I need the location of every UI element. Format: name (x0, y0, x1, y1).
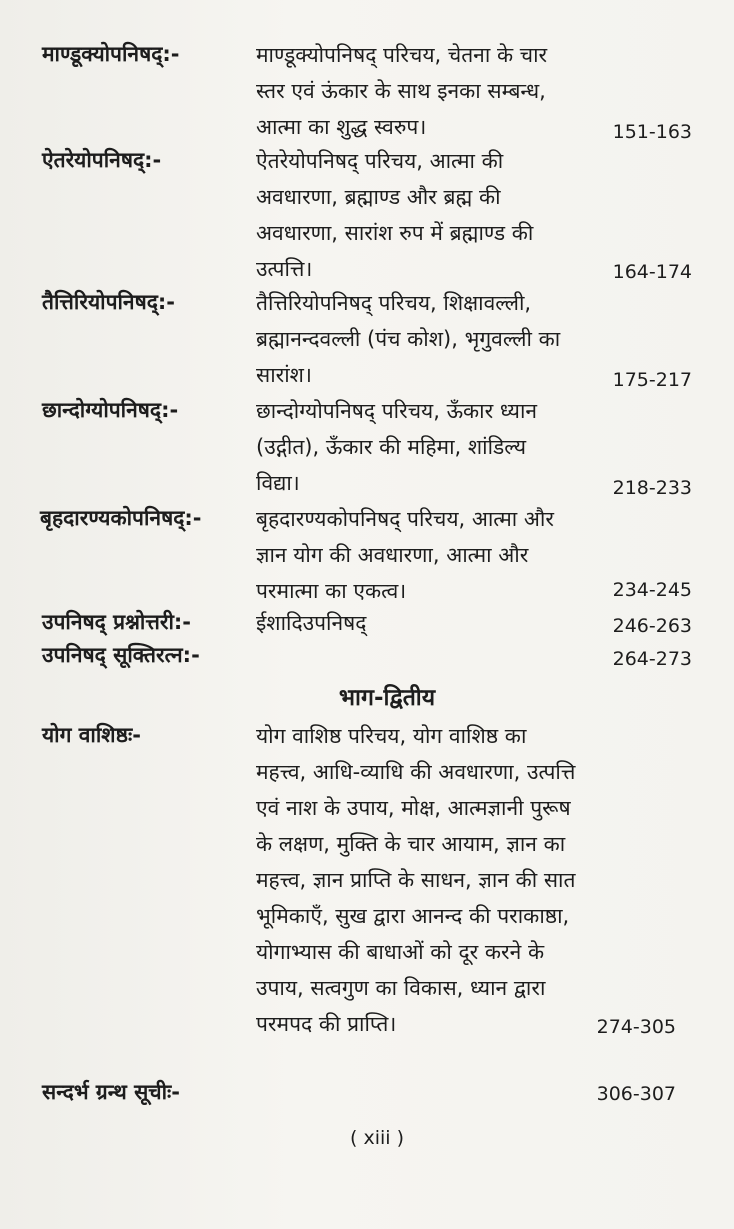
page-number: ( xiii ) (350, 1127, 404, 1149)
description-line: एवं नाश के उपाय, मोक्ष, आत्मज्ञानी पुरूष (256, 796, 571, 820)
page-range: 246-263 (612, 615, 692, 637)
entry-heading: ऐतरेयोपनिषद्:- (42, 148, 162, 172)
description-line: विद्या। (256, 471, 300, 495)
page-range: 218-233 (612, 477, 692, 499)
description-line: छान्दोग्योपनिषद् परिचय, ऊँकार ध्यान (256, 399, 538, 423)
description-line: अवधारणा, सारांश रुप में ब्रह्माण्ड की (256, 221, 534, 245)
description-line: योग वाशिष्ठ परिचय, योग वाशिष्ठ का (256, 724, 527, 748)
description-line: तैत्तिरियोपनिषद् परिचय, शिक्षावल्ली, (256, 291, 532, 315)
entry-heading: बृहदारण्यकोपनिषद्:- (40, 506, 202, 530)
description-line: ईशादिउपनिषद् (256, 611, 367, 635)
description-line: परमात्मा का एकत्व। (256, 579, 407, 603)
entry-description (256, 143, 596, 287)
page-range: 274-305 (596, 1016, 676, 1038)
description-line: सारांश। (256, 363, 312, 387)
description-line: बृहदारण्यकोपनिषद् परिचय, आत्मा और (256, 507, 554, 531)
description-line: माण्डूक्योपनिषद् परिचय, चेतना के चार (256, 43, 548, 67)
page-range: 264-273 (612, 648, 692, 670)
entry-heading: तैत्तिरियोपनिषद्:- (42, 290, 175, 314)
entry-heading: माण्डूक्योपनिषद्:- (42, 42, 180, 66)
page-range: 306-307 (596, 1083, 676, 1105)
page-range: 175-217 (612, 369, 692, 391)
page-range: 151-163 (612, 121, 692, 143)
entry-heading: छान्दोग्योपनिषद्:- (42, 398, 179, 422)
description-line: स्तर एवं ऊंकार के साथ इनका सम्बन्ध, (256, 79, 546, 103)
description-line: ज्ञान योग की अवधारणा, आत्मा और (256, 543, 529, 567)
description-line: के लक्षण, मुक्ति के चार आयाम, ज्ञान का (256, 832, 566, 856)
description-line: ऐतरेयोपनिषद् परिचय, आत्मा की (256, 149, 504, 173)
entry-description (256, 605, 596, 641)
entry-heading: योग वाशिष्ठः- (42, 723, 141, 747)
description-line: महत्त्व, आधि-व्याधि की अवधारणा, उत्पत्ति (256, 760, 576, 784)
entry-heading: सन्दर्भ ग्रन्थ सूचीः- (42, 1080, 181, 1104)
entry-description (256, 285, 596, 393)
description-line: आत्मा का शुद्ध स्वरुप। (256, 115, 427, 139)
description-line: (उद्गीत), ऊँकार की महिमा, शांडिल्य (256, 435, 527, 459)
description-line: भूमिकाएँ, सुख द्वारा आनन्द की पराकाष्ठा, (256, 904, 570, 928)
description-line: ब्रह्मानन्दवल्ली (पंच कोश), भृगुवल्ली का (256, 327, 561, 351)
section-title: भाग-द्वितीय (338, 685, 436, 711)
entry-description (256, 37, 596, 145)
page-range: 234-245 (612, 579, 692, 601)
description-line: अवधारणा, ब्रह्माण्ड और ब्रह्म की (256, 185, 501, 209)
entry-heading: उपनिषद् सूक्तिरत्न:- (42, 643, 200, 667)
entry-heading: उपनिषद् प्रश्नोत्तरी:- (42, 610, 192, 634)
description-line: महत्त्व, ज्ञान प्राप्ति के साधन, ज्ञान की सात (256, 868, 576, 892)
description-line: योगाभ्यास की बाधाओं को दूर करने के (256, 940, 545, 964)
entry-description (256, 718, 606, 1042)
description-line: उत्पत्ति। (256, 257, 313, 281)
description-line: उपाय, सत्वगुण का विकास, ध्यान द्वारा (256, 976, 546, 1000)
entry-description (256, 501, 596, 609)
page-range: 164-174 (612, 261, 692, 283)
description-line: परमपद की प्राप्ति। (256, 1012, 397, 1036)
entry-description (256, 393, 596, 501)
